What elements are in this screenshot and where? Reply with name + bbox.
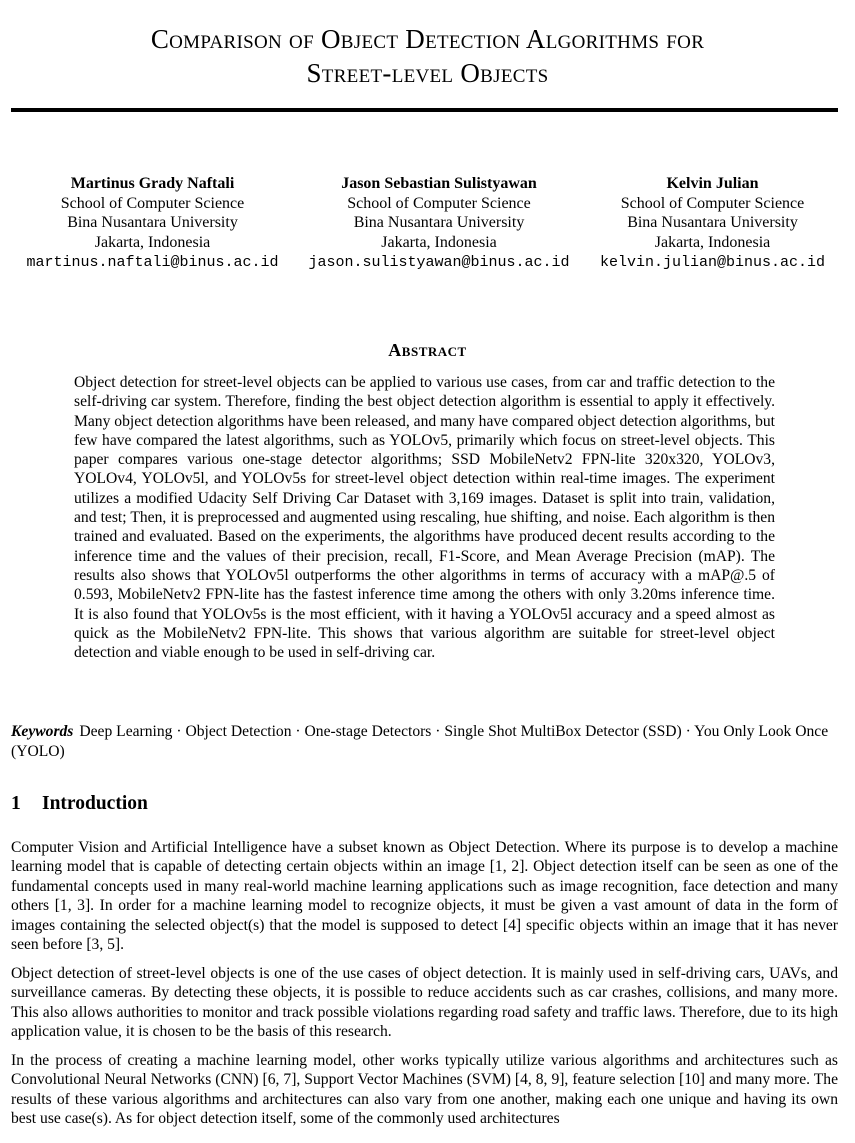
title-line-1: Comparison of Object Detection Algorithms for [150,24,705,54]
author-location: Jakarta, Indonesia [654,233,771,251]
keywords-text: Deep Learning · Object Detection · One-stage Detectors · Single Shot MultiBox Detector (SSD) · You Only Look Once (YOLO) [11,723,829,760]
intro-paragraph-2: Object detection of street-level objects is one of the use cases of object detection. It is mainly used in self-driving cars, UAVs, and surveillance cameras. By detecting these objects, it is possible to reduce accidents such as car crashes, collisions, and many more. This also allows authorities to monitor and track possible violations regarding road safety and traffic laws. Therefore, due to its high application value, it is chosen to be the basis of this research. [11,965,838,1041]
author-email[interactable]: jason.sulistyawan@binus.ac.id [308,254,570,271]
keywords-label: Keywords [11,723,74,740]
section-heading-introduction [11,793,148,815]
author-email[interactable]: kelvin.julian@binus.ac.id [599,254,826,271]
author-school: School of Computer Science [620,194,805,212]
abstract-text: Object detection for street-level objects can be applied to various use cases, from car and traffic detection to the self-driving car system. Therefore, finding the best object detection algorithm is essential to apply it effectively. Many object detection algorithms have been released, and many have compared object detection algorithms, but few have compared the latest algorithms, such as YOLOv5, primarily which focus on street-level objects. This paper compares various one-stage detector algorithms; SSD MobileNetv2 FPN-lite 320x320, YOLOv3, YOLOv4, YOLOv5l, and YOLOv5s for street-level object detection within real-time images. The experiment utilizes a modified Udacity Self Driving Car Dataset with 3,169 images. Dataset is split into train, validation, and test; Then, it is preprocessed and augmented using rescaling, hue shifting, and noise. Each algorithm is then trained and evaluated. Based on the experiments, the algorithms have produced decent results according to the inference time and the values of their precision, recall, F1-Score, and Mean Average Precision (mAP). The results also shows that YOLOv5l outperforms the other algorithms in terms of accuracy with a mAP@.5 of 0.593, MobileNetv2 FPN-lite has the fastest inference time among the others with only 3.20ms inference time. It is also found that YOLOv5s is the most efficient, with it having a YOLOv5l accuracy and a speed almost as quick as the MobileNetv2 FPN-lite. This shows that various algorithm are suitable for street-level object detection and viable enough to be used in self-driving car. [74,374,775,662]
abstract-heading: Abstract [388,340,467,360]
title-divider [11,108,838,112]
author-school: School of Computer Science [347,194,531,212]
title-line-2: Street-level Objects [306,58,549,88]
author-location: Jakarta, Indonesia [94,233,211,251]
author-name: Kelvin Julian [666,175,759,192]
section-number: 1 [11,793,21,814]
section-title: Introduction [42,793,148,814]
intro-paragraph-1: Computer Vision and Artificial Intelligence have a subset known as Object Detection. Where its purpose is to develop a machine learning model that is capable of detecting certain objects within an image [1, 2]. Object detection itself can be seen as one of the fundamental concepts used in many real-world machine learning applications such as image recognition, face detection and many others [1, 3]. In order for a machine learning model to recognize objects, it must be given a vast amount of data in the form of images containing the selected object(s) that the model is supposed to detect [4] specific objects within an image that it has never seen before [3, 5]. [11,839,838,954]
author-2 [303,174,575,273]
author-name: Jason Sebastian Sulistyawan [341,175,537,192]
author-school: School of Computer Science [60,194,245,212]
intro-paragraph-3: In the process of creating a machine learning model, other works typically utilize various algorithms and architectures such as Convolutional Neural Networks (CNN) [6, 7], Support Vector Machines (SVM) [4, 8, 9], feature selection [10] and many more. The results of these various algorithms and architectures can also vary from one another, making each one unique and having its own best use case(s). As for object detection itself, some of the commonly used architectures [11,1052,838,1128]
author-1 [20,174,285,273]
author-name: Martinus Grady Naftali [70,175,235,192]
author-university: Bina Nusantara University [627,214,798,231]
author-location: Jakarta, Indonesia [381,233,497,251]
author-3 [590,174,835,273]
keywords [11,722,838,761]
author-email[interactable]: martinus.naftali@binus.ac.id [26,254,279,271]
author-university: Bina Nusantara University [67,214,238,231]
paper-title [0,22,855,90]
author-university: Bina Nusantara University [353,214,525,231]
author-block [0,174,855,274]
